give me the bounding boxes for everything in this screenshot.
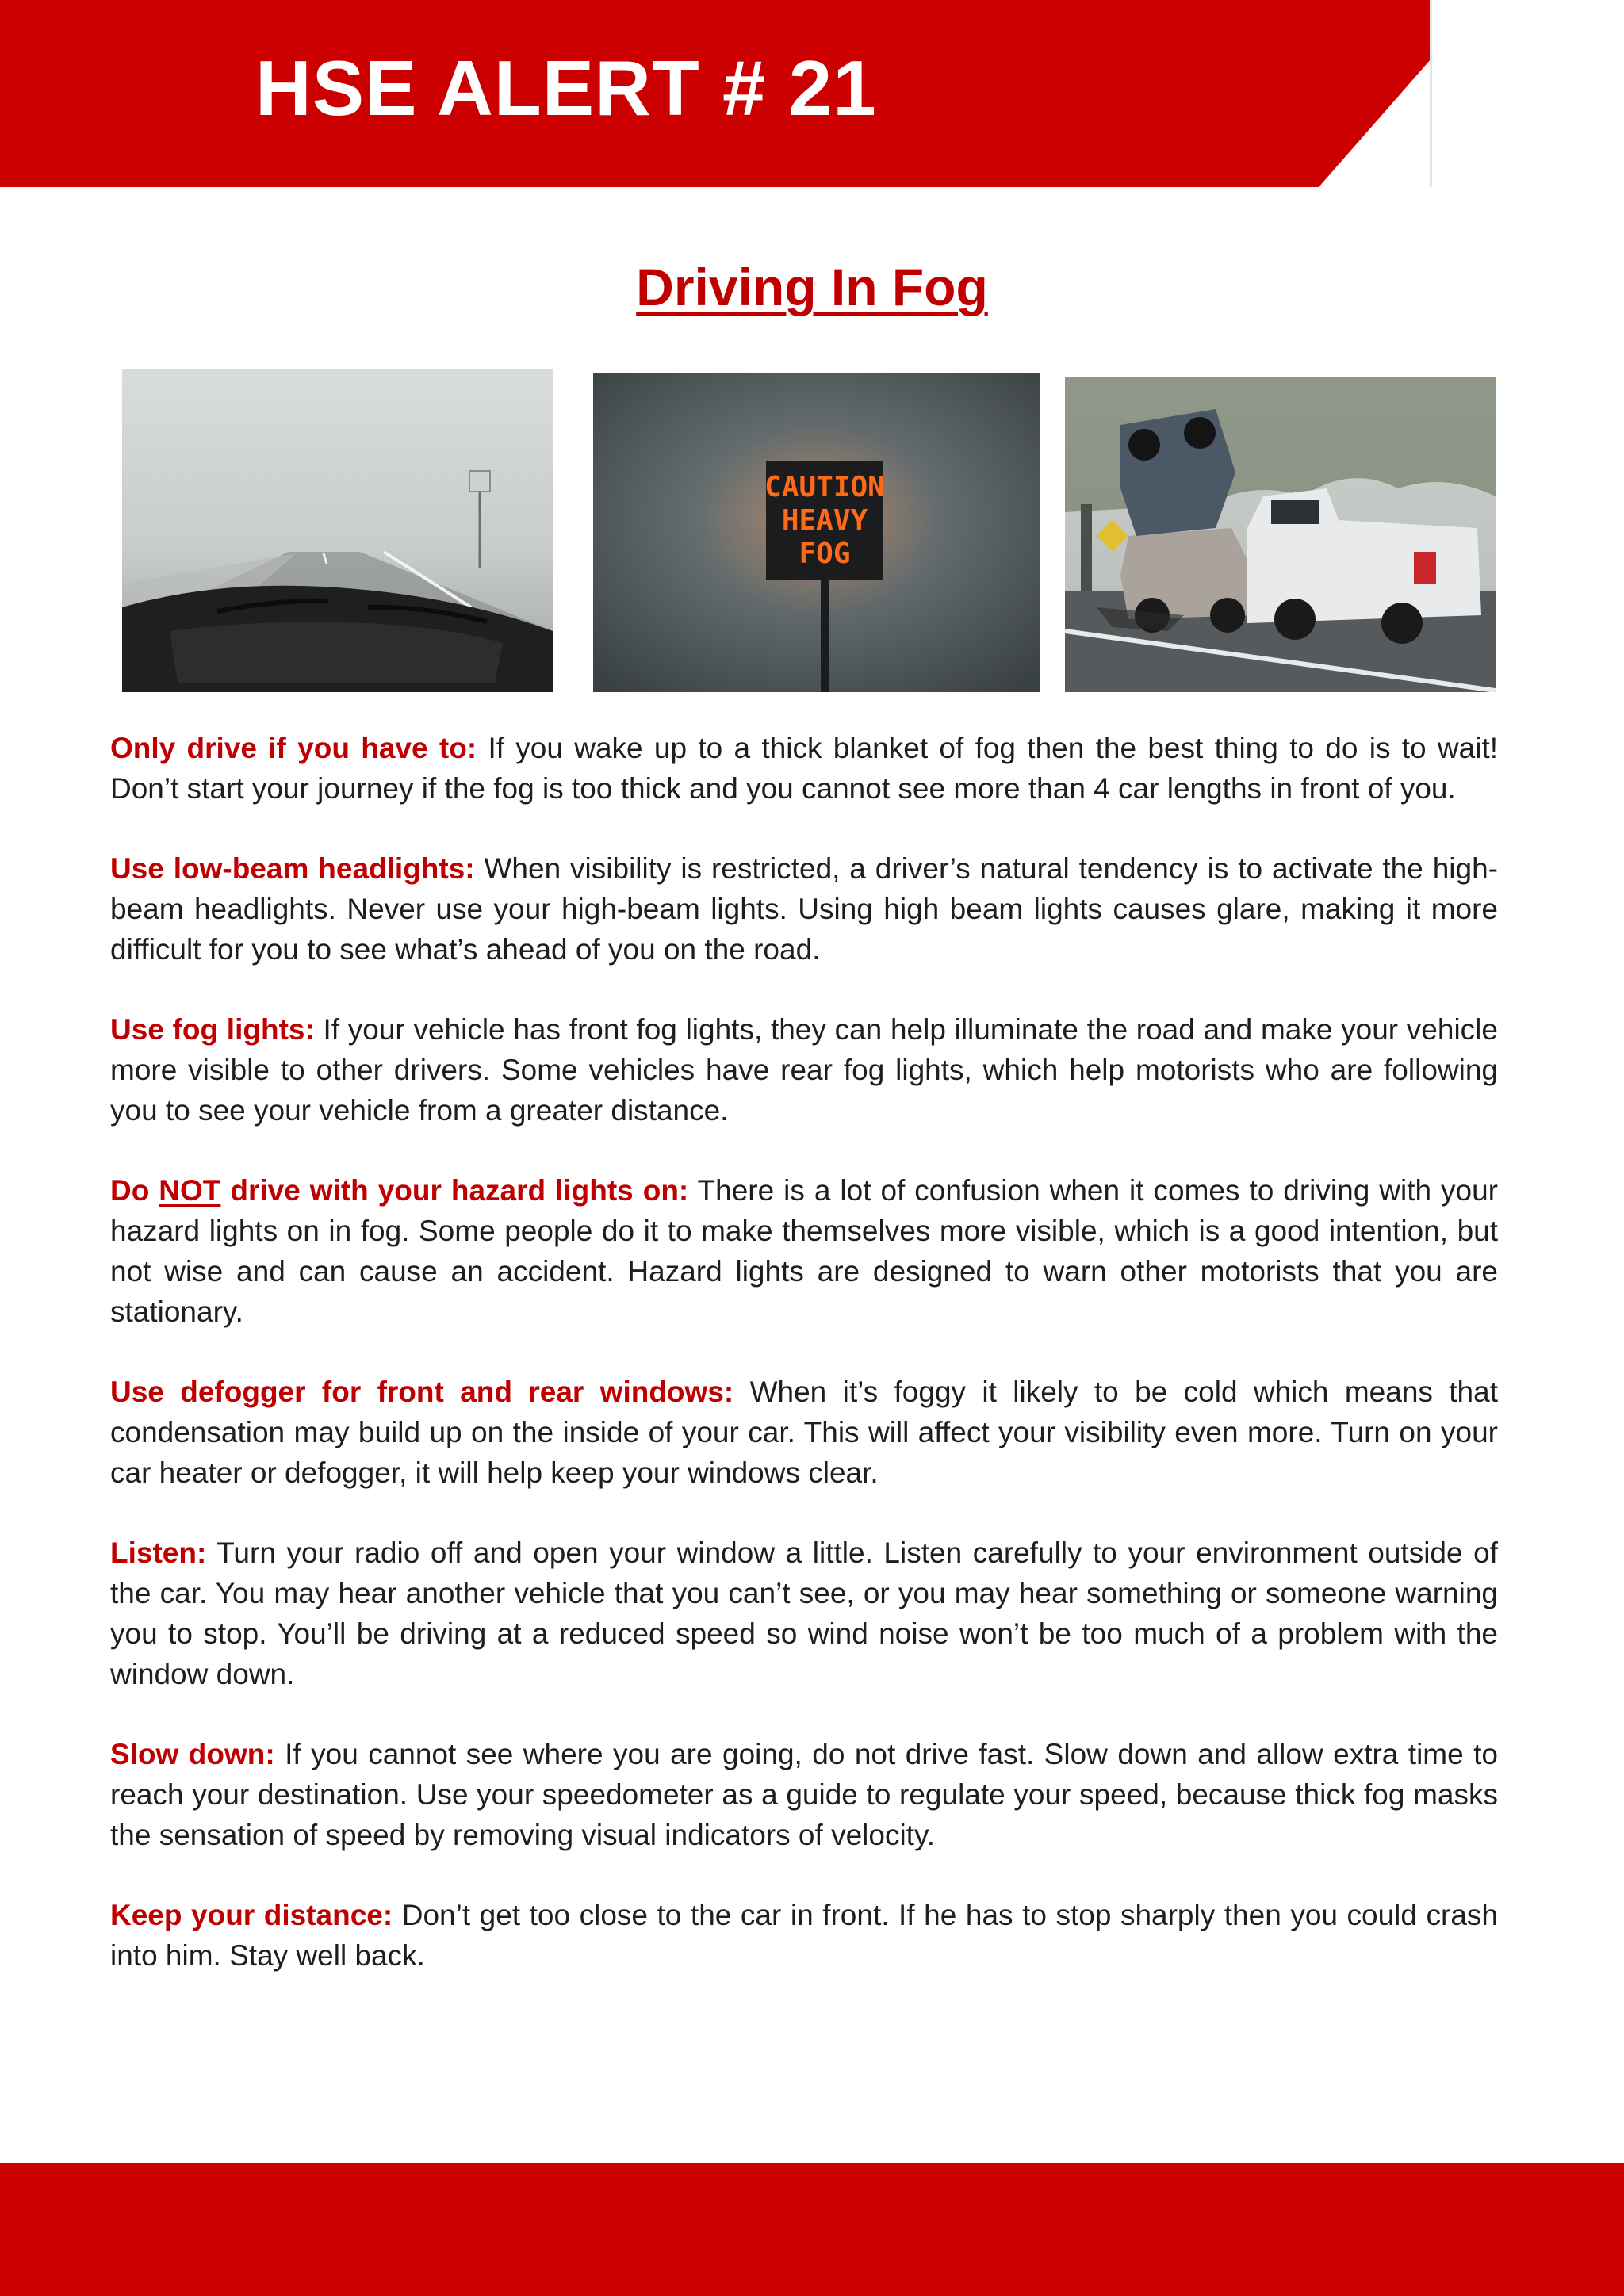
tip-label: Only drive if you have to: <box>110 732 477 764</box>
tip-text: If you cannot see where you are going, do not drive fast. Slow down and allow extra time to reach your destination. Use your speedometer as a guide to regulate your speed, because thick fog masks the sensation of speed by removing visual indicators of velocity. <box>110 1738 1498 1851</box>
tip-low-beam-headlights <box>110 848 1498 970</box>
tip-text: Turn your radio off and open your window a little. Listen carefully to your environment outside of the car. You may hear another vehicle that you can’t see, or you may hear something or someone warning you to stop. You’ll be driving at a reduced speed so wind noise won’t be too much of a problem with the window down. <box>110 1536 1498 1690</box>
tip-label <box>110 1174 688 1207</box>
tip-listen <box>110 1533 1498 1694</box>
tip-only-drive-if-needed <box>110 728 1498 809</box>
tip-text: Don’t get too close to the car in front. If he has to stop sharply then you could crash into him. Stay well back. <box>110 1899 1498 1972</box>
tip-keep-distance <box>110 1895 1498 1976</box>
sign-line-heavy: HEAVY <box>781 504 868 537</box>
vehicle-pileup-photo <box>1065 377 1496 692</box>
tip-fog-lights <box>110 1009 1498 1131</box>
sign-line-fog: FOG <box>799 538 851 570</box>
tip-no-hazard-lights <box>110 1170 1498 1332</box>
tip-label: Use fog lights: <box>110 1013 315 1046</box>
footer-band <box>0 2163 1624 2296</box>
tip-text: There is a lot of confusion when it comes to driving with your hazard lights on in fog. Some people do it to make themselves more visible, which is a good intention, but not wise and can cause an accident. Hazard lights are designed to warn other motorists that you are stationary. <box>110 1174 1498 1328</box>
tip-text: When it’s foggy it likely to be cold which means that condensation may build up on the inside of your car. This will affect your visibility even more. Turn on your car heater or defogger, it will help keep your windows clear. <box>110 1376 1498 1489</box>
tip-text: If you wake up to a thick blanket of fog then the best thing to do is to wait! Don’t start your journey if the fog is too thick and you cannot see more than 4 car lengths in front of you. <box>110 732 1498 805</box>
header-divider <box>1430 0 1432 187</box>
sign-line-caution: CAUTION <box>764 471 885 503</box>
document-title: Driving In Fog <box>636 258 988 316</box>
tip-label-suffix: drive with your hazard lights on: <box>220 1174 689 1207</box>
tip-text: When visibility is restricted, a driver’s natural tendency is to activate the high-beam headlights. Never use your high-beam lights. Using high beam lights causes glare, making it more difficult for you to see what’s ahead of you on the road. <box>110 852 1498 966</box>
alert-title: HSE ALERT # 21 <box>255 44 877 132</box>
tip-label: Listen: <box>110 1536 207 1569</box>
safety-tips <box>110 728 1498 2015</box>
tip-defogger <box>110 1372 1498 1493</box>
foggy-road-photo <box>122 369 553 692</box>
tip-label: Use low-beam headlights: <box>110 852 475 885</box>
tip-label: Slow down: <box>110 1738 275 1770</box>
caution-heavy-fog-sign-photo <box>593 373 1040 692</box>
tip-label: Keep your distance: <box>110 1899 393 1931</box>
tip-slow-down <box>110 1734 1498 1855</box>
tip-label: Use defogger for front and rear windows: <box>110 1376 734 1408</box>
tip-label-emphasis: NOT <box>159 1174 221 1207</box>
tip-label-prefix: Do <box>110 1174 159 1207</box>
tip-text: If your vehicle has front fog lights, they can help illuminate the road and make your vehicle more visible to other drivers. Some vehicles have rear fog lights, which help motorists who are following you to see your vehicle from a greater distance. <box>110 1013 1498 1127</box>
